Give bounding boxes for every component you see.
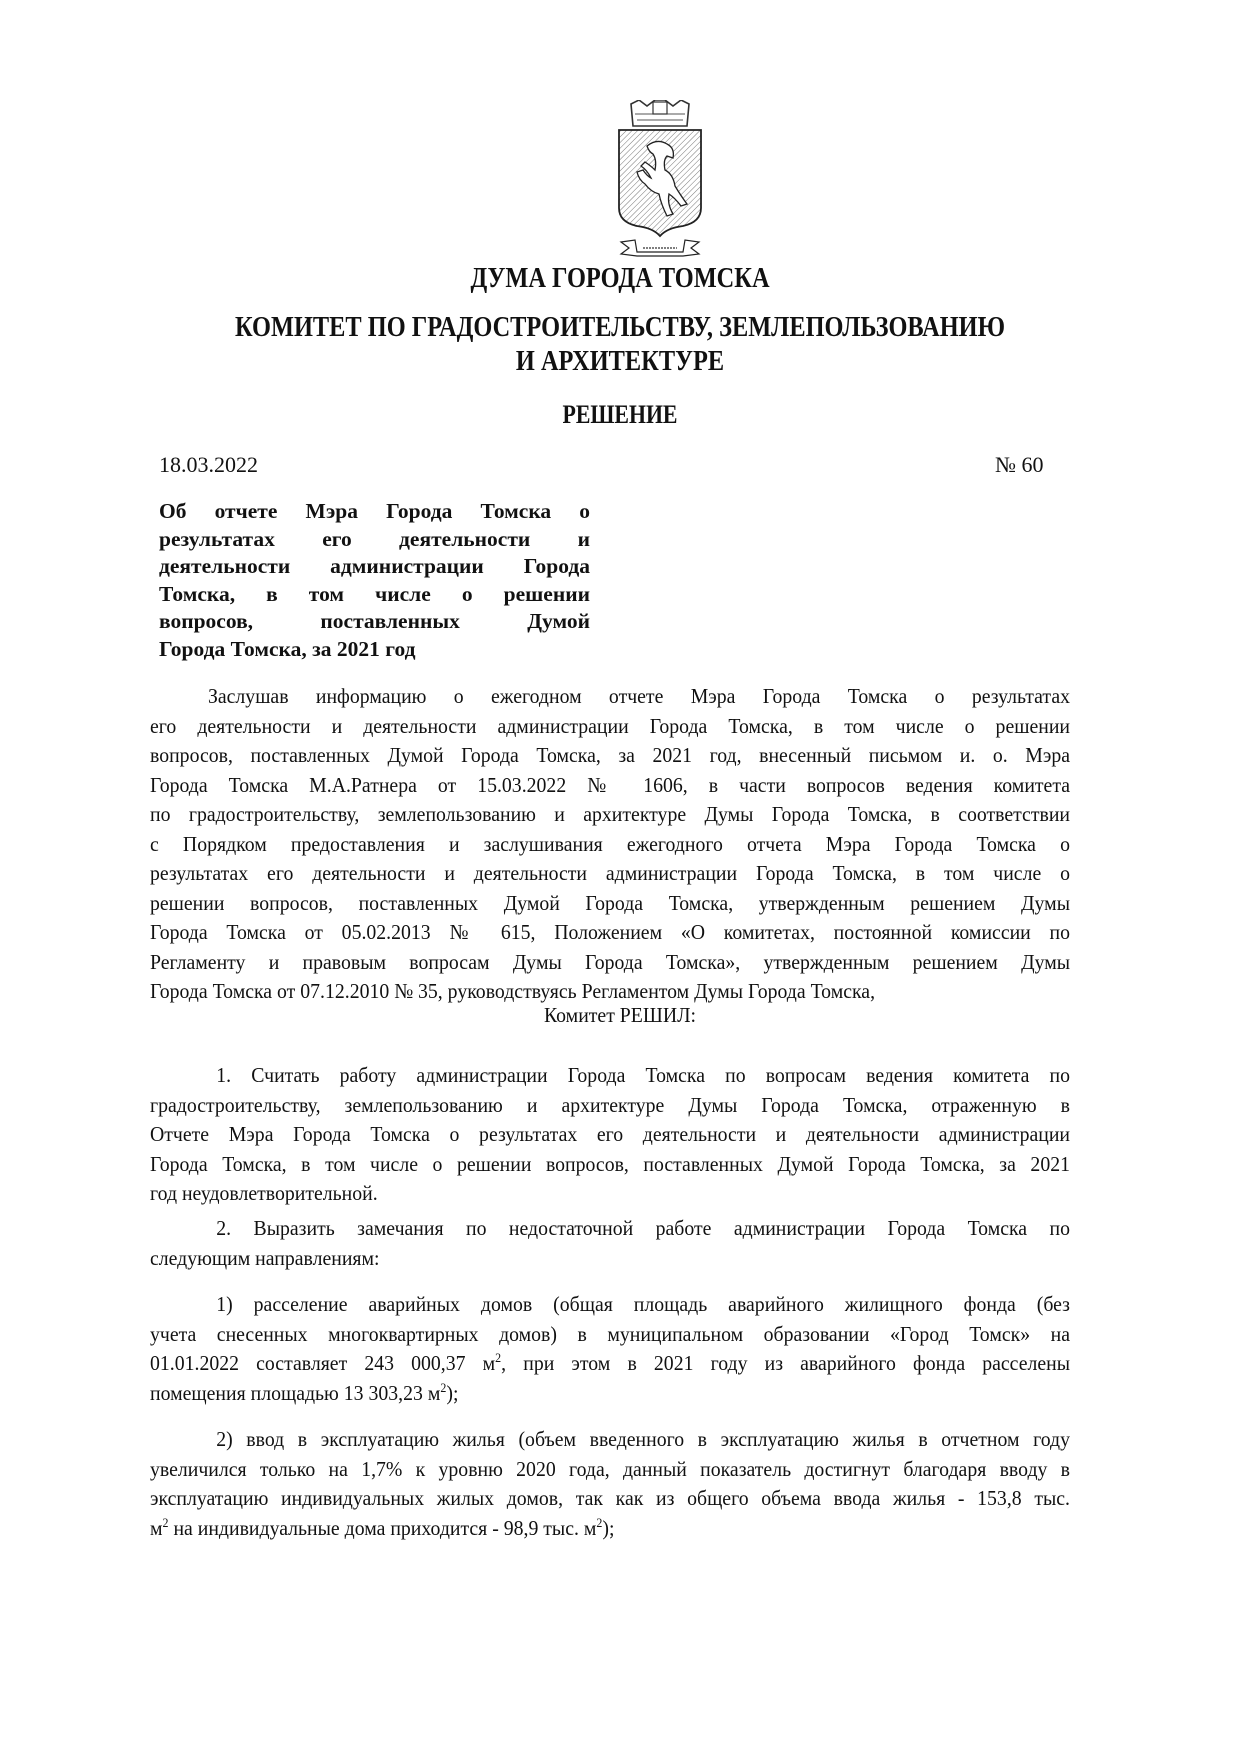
resolution-item-2	[150, 1214, 1070, 1273]
preamble-paragraph	[150, 682, 1070, 1007]
subitem-text: );	[602, 1515, 615, 1540]
preamble-line: Города Томска М.А.Ратнера от 15.03.2022 № 1606, в части вопросов ведения комитета	[150, 772, 1070, 797]
document-date: 18.03.2022	[159, 452, 258, 477]
superscript: 2	[495, 1349, 502, 1365]
superscript: 2	[162, 1514, 169, 1530]
subitem-text: на индивидуальные дома приходится - 98,9 тыс. м	[168, 1515, 597, 1540]
subject-line: деятельности администрации Города	[159, 554, 590, 578]
preamble-line: решении вопросов, поставленных Думой Города Томска, утвержденным решением Думы	[150, 890, 1070, 915]
subitem-text: );	[446, 1380, 459, 1405]
subject-line: вопросов, поставленных Думой	[159, 609, 590, 633]
subject-line: Об отчете Мэра Города Томска о	[159, 499, 590, 523]
subitem-1	[150, 1290, 1070, 1408]
committee-title-line-1: КОМИТЕТ ПО ГРАДОСТРОИТЕЛЬСТВУ, ЗЕМЛЕПОЛЬЗОВАНИЮ	[234, 311, 1006, 343]
subitem-text: м	[150, 1515, 163, 1540]
resolution-heading: Комитет РЕШИЛ:	[543, 1003, 697, 1027]
item-line: градостроительству, землепользованию и архитектуре Думы Города Томска, отраженную в	[150, 1092, 1070, 1117]
preamble-line: Города Томска от 05.02.2013 № 615, Положением «О комитетах, постоянной комиссии по	[150, 920, 1070, 944]
document-number: № 60	[995, 452, 1044, 477]
subitem-line: увеличился только на 1,7% к уровню 2020 года, данный показатель достигнут благодаря вводу в	[150, 1456, 1070, 1481]
tomsk-coat-of-arms-icon	[617, 100, 703, 260]
subject-line: результатах его деятельности и	[159, 526, 590, 551]
subitem-text: помещения площадью 13 303,23 м	[150, 1380, 441, 1405]
item-line: 2. Выразить замечания по недостаточной работе администрации Города Томска по	[216, 1216, 1070, 1240]
organization-title: ДУМА ГОРОДА ТОМСКА	[470, 262, 770, 294]
committee-title	[99, 310, 1141, 378]
subject-line: Города Томска, за 2021 год	[159, 636, 416, 661]
subitem-line: эксплуатацию индивидуальных жилых домов, так как из общего объема ввода жилья - 153,8 тыс.	[150, 1486, 1070, 1510]
subitem-text: , при этом в 2021 году из аварийного фонда расселены	[501, 1351, 1070, 1375]
subitem-line: учета снесенных многоквартирных домов) в муниципальном образовании «Город Томск» на	[150, 1321, 1070, 1346]
subitem-text: 01.01.2022 составляет 243 000,37 м	[150, 1351, 496, 1375]
preamble-line: результатах его деятельности и деятельности администрации Города Томска, в том числе о	[150, 861, 1070, 885]
superscript: 2	[440, 1379, 447, 1395]
subitem-line	[150, 1379, 1070, 1409]
preamble-line: Регламенту и правовым вопросам Думы Города Томска», утвержденным решением Думы	[150, 949, 1070, 974]
item-line: Города Томска, в том числе о решении вопросов, поставленных Думой Города Томска, за 2021	[150, 1151, 1070, 1176]
document-subject	[159, 498, 590, 663]
preamble-line: с Порядком предоставления и заслушивания ежегодного отчета Мэра Города Томска о	[150, 831, 1070, 856]
superscript: 2	[596, 1514, 603, 1530]
subitem-line: 1) расселение аварийных домов (общая площадь аварийного жилищного фонда (без	[216, 1292, 1070, 1316]
item-line: 1. Считать работу администрации Города Томска по вопросам ведения комитета по	[216, 1063, 1070, 1087]
committee-title-line-2: И АРХИТЕКТУРЕ	[515, 345, 725, 377]
preamble-line: по градостроительству, землепользованию и архитектуре Думы Города Томска, в соответствии	[150, 802, 1070, 826]
subitem-line	[150, 1349, 1070, 1379]
subitem-2	[150, 1425, 1070, 1543]
subitem-line: 2) ввод в эксплуатацию жилья (объем введенного в эксплуатацию жилья в отчетном году	[216, 1427, 1070, 1451]
resolution-item-1	[150, 1061, 1070, 1209]
item-line: год неудовлетворительной.	[150, 1181, 378, 1205]
preamble-line: Заслушав информацию о ежегодном отчете Мэра Города Томска о результатах	[207, 684, 1070, 708]
subitem-line	[150, 1514, 1070, 1544]
item-line: Отчете Мэра Города Томска о результатах его деятельности и деятельности администрации	[150, 1122, 1070, 1146]
item-line: следующим направлениям:	[150, 1245, 380, 1270]
document-type: РЕШЕНИЕ	[562, 400, 678, 429]
subject-line: Томска, в том числе о решении	[159, 581, 590, 606]
preamble-line: его деятельности и деятельности администрации Города Томска, в том числе о решении	[150, 713, 1070, 738]
preamble-line: Города Томска от 07.12.2010 № 35, руководствуясь Регламентом Думы Города Томска,	[150, 979, 876, 1003]
preamble-line: вопросов, поставленных Думой Города Томска, за 2021 год, внесенный письмом и. о. Мэра	[150, 743, 1070, 767]
